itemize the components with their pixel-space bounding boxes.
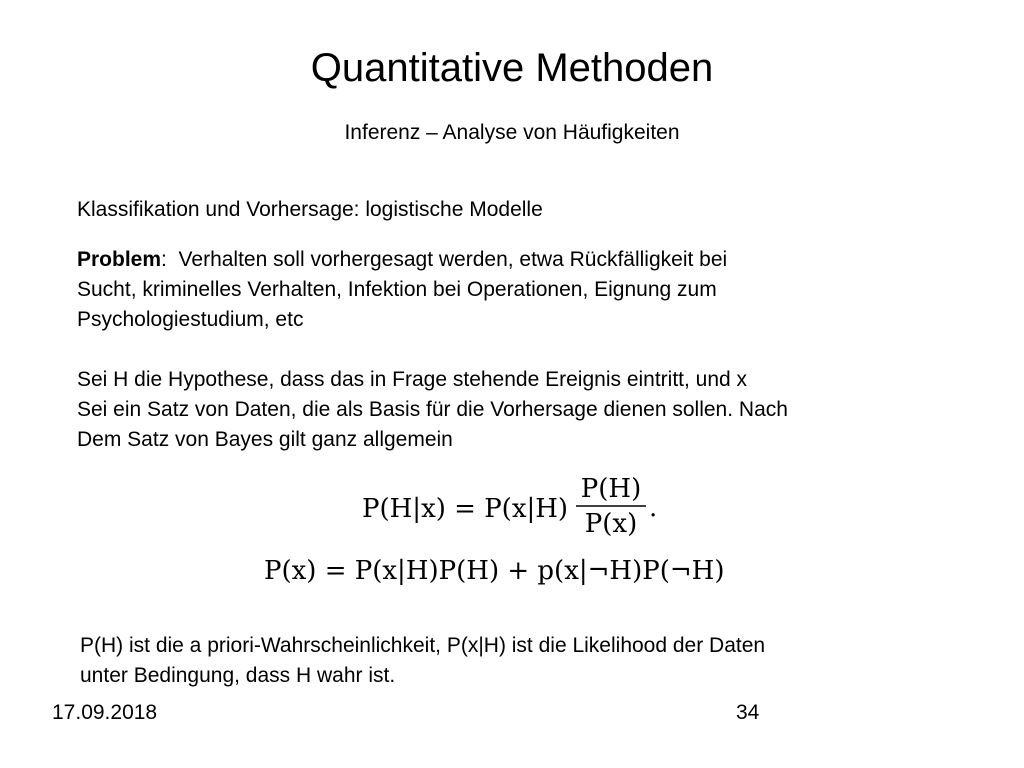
problem-label: Problem (77, 248, 162, 271)
problem-text-1: Verhalten soll vorhergesagt werden, etwa Rückfälligkeit bei (178, 248, 728, 271)
bayes-denominator: P(x) (584, 509, 638, 539)
problem-colon: : (161, 248, 173, 271)
slide-subtitle: Inferenz – Analyse von Häufigkeiten (344, 121, 680, 144)
slide-title: Quantitative Methoden (310, 46, 714, 90)
hypothesis-line-3: Dem Satz von Bayes gilt ganz allgemein (77, 428, 453, 451)
section-heading: Klassifikation und Vorhersage: logistische Modelle (77, 198, 543, 221)
total-probability-formula: P(x) = P(x|H)P(H) + p(x|¬H)P(¬H) (264, 556, 725, 586)
footer-date: 17.09.2018 (52, 701, 158, 724)
definition-paragraph (80, 631, 765, 691)
problem-line-3: Psychologiestudium, etc (77, 308, 304, 331)
bayes-formula (362, 474, 657, 539)
bayes-numerator: P(H) (580, 474, 642, 504)
bayes-lhs: P(H|x) = P(x|H) (362, 494, 569, 524)
hypothesis-line-1: Sei H die Hypothese, dass das in Frage stehende Ereignis eintritt, und x (77, 368, 748, 391)
page-number: 34 (736, 701, 760, 724)
hypothesis-line-2: Sei ein Satz von Daten, die als Basis für die Vorhersage dienen sollen. Nach (77, 398, 788, 421)
bayes-period: . (649, 493, 658, 523)
definition-line-2: unter Bedingung, dass H wahr ist. (80, 664, 396, 687)
problem-line-2: Sucht, kriminelles Verhalten, Infektion bei Operationen, Eignung zum (77, 278, 717, 301)
definition-line-1: P(H) ist die a priori-Wahrscheinlichkeit, P(x|H) ist die Likelihood der Daten (80, 634, 766, 657)
